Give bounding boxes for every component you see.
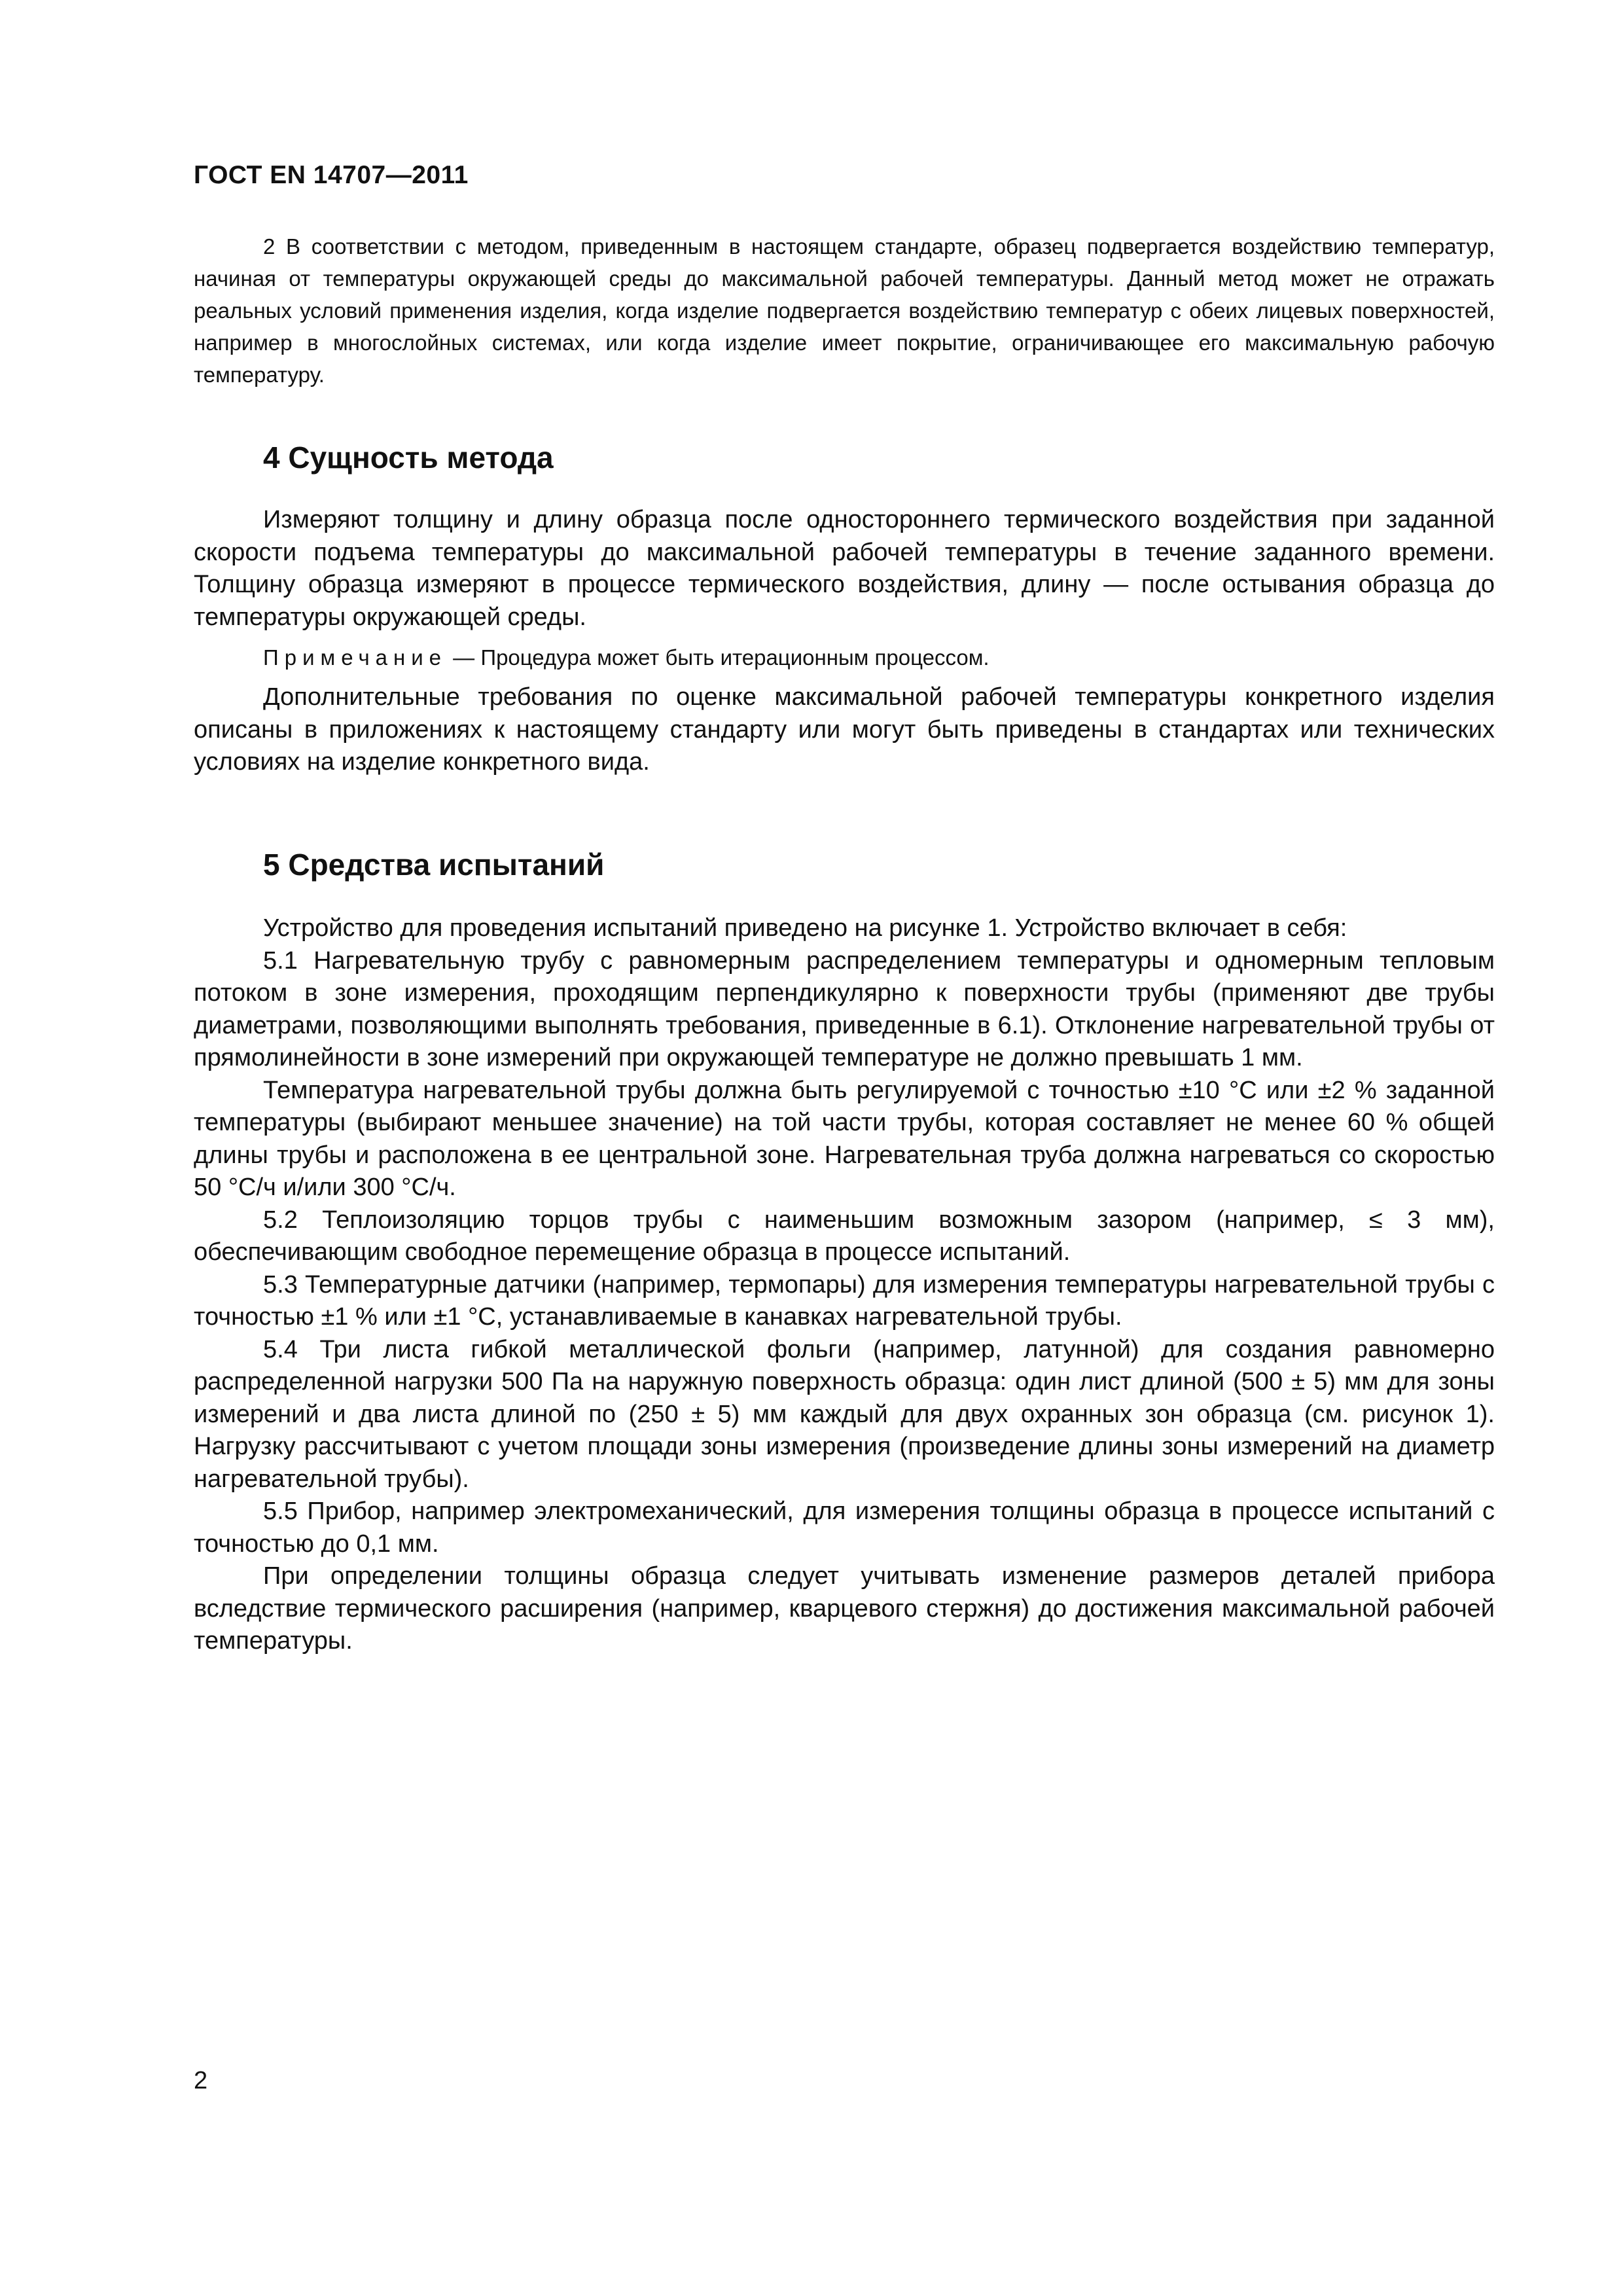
- page-number: 2: [194, 2067, 208, 2094]
- top-note-paragraph: 2 В соответствии с методом, приведенным в настоящем стандарте, образец подвергается воздействию температур, начиная от температуры окружающей среды до максимальной рабочей температуры. Данный метод может не отражать реальных условий применения изделия, когда изделие подвергается воздействию температур с обеих лицевых поверхностей, например в многослойных системах, или когда изделие имеет покрытие, ограничивающее его максимальную рабочую температуру.: [194, 234, 1495, 387]
- document-header: ГОСТ EN 14707—2011: [194, 161, 469, 189]
- section-5-item-5-1-continued: Температура нагревательной трубы должна быть регулируемой с точностью ±10 °С или ±2 % заданной температуры (выбирают меньшее значение) на той части трубы, которая составляет не менее 60 % общей длины трубы и расположена в ее центральной зоне. Нагревательная труба должна нагреваться со скоростью 50 °С/ч и/или 300 °С/ч.: [194, 1076, 1495, 1201]
- section-4-note: [194, 641, 1495, 673]
- section-4-title: 4 Сущность метода: [263, 440, 554, 475]
- section-5-intro: Устройство для проведения испытаний приведено на рисунке 1. Устройство включает в себя:: [263, 914, 1347, 942]
- section-5-title: 5 Средства испытаний: [263, 848, 605, 882]
- section-4-paragraph-1: Измеряют толщину и длину образца после одностороннего термического воздействия при заданной скорости подъема температуры до максимальной рабочей температуры в течение заданного времени. Толщину образца измеряют в процессе термического воздействия, длину — после остывания образца до температуры окружающей среды.: [194, 506, 1495, 631]
- note-label: Примечание: [263, 645, 448, 670]
- section-5-item-5-2: 5.2 Теплоизоляцию торцов трубы с наименьшим возможным зазором (например, ≤ 3 мм), обеспечивающим свободное перемещение образца в процессе испытаний.: [194, 1206, 1495, 1266]
- section-5-body: [194, 912, 1495, 1658]
- note-text: — Процедура может быть итерационным процессом.: [447, 645, 990, 670]
- section-5-item-5-1: 5.1 Нагревательную трубу с равномерным распределением температуры и одномерным тепловым потоком в зоне измерения, проходящим перпендикулярно к поверхности трубы (применяют две трубы диаметрами, позволяющими выполнять требования, приведенные в 6.1). Отклонение нагревательной трубы от прямолинейности в зоне измерений при окружающей температуре не должно превышать 1 мм.: [194, 946, 1495, 1071]
- section-5-closing: При определении толщины образца следует учитывать изменение размеров деталей прибора вследствие термического расширения (например, кварцевого стержня) до достижения максимальной рабочей температуры.: [194, 1562, 1495, 1655]
- section-5-item-5-4: 5.4 Три листа гибкой металлической фольги (например, латунной) для создания равномерно распределенной нагрузки 500 Па на наружную поверхность образца: один лист длиной (500 ± 5) мм для зоны измерений и два листа длиной по (250 ± 5) мм каждый для двух охранных зон образца (см. рисунок 1). Нагрузку рассчитывают с учетом площади зоны измерения (произведение длины зоны измерений на диаметр нагревательной трубы).: [194, 1335, 1495, 1493]
- section-4-body: [194, 504, 1495, 779]
- section-5-item-5-5: 5.5 Прибор, например электромеханический, для измерения толщины образца в процессе испытаний с точностью до 0,1 мм.: [194, 1498, 1495, 1558]
- section-5-item-5-3: 5.3 Температурные датчики (например, термопары) для измерения температуры нагревательной трубы с точностью ±1 % или ±1 °С, устанавливаемые в канавках нагревательной трубы.: [194, 1270, 1495, 1331]
- section-4-paragraph-2: Дополнительные требования по оценке максимальной рабочей температуры конкретного изделия описаны в приложениях к настоящему стандарту или могут быть приведены в стандартах или технических условиях на изделие конкретного вида.: [194, 683, 1495, 776]
